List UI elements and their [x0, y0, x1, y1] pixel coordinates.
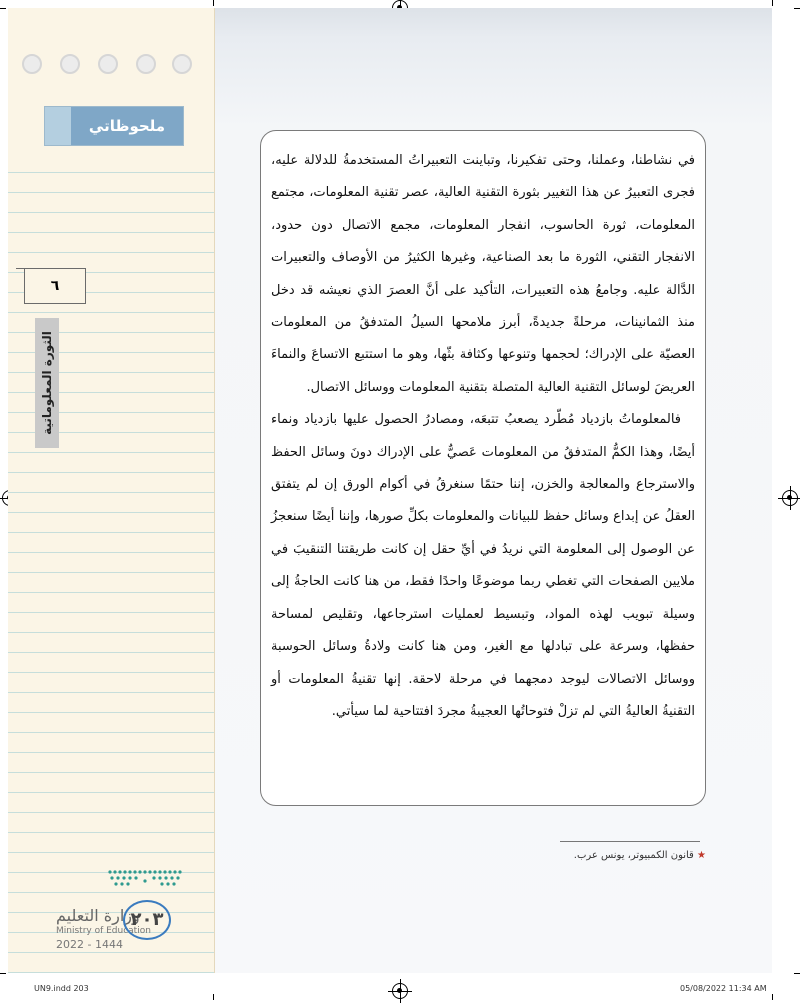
ministry-name-ar: وزارة التعليم: [56, 906, 140, 925]
crop-mark: [794, 8, 800, 9]
crop-mark: [213, 994, 214, 1000]
star-icon: ★: [697, 850, 706, 861]
notes-tab: [44, 106, 184, 146]
binder-hole: [136, 54, 156, 74]
chapter-number: ٦: [24, 268, 86, 304]
footnote: [520, 850, 706, 861]
page-number: ٢٠٣: [130, 909, 164, 930]
binder-hole: [172, 54, 192, 74]
registration-mark: [782, 490, 798, 506]
crop-mark: [213, 0, 214, 6]
paragraph: فالمعلوماتُ بازدياد مُطّرد يصعبُ تتبعَه، ومصادرُ الحصول عليها بازدياد ونماء أيضًا، وهذا الكمُّ المتدفقُ من المعلومات عَصيٌّ على الإدراك دونَ وسائل الحفظ والاسترجاع والمعالجة والخزن، إننا حتمًا سنغرقُ في أكوام الورق إن لم يتفتق العقلُ عن إبداع وسائل حفظ للبيانات والمعلومات بكلِّ صورها، وإننا أيضًا سنعجزُ عن الوصول إلى المعلومة التي نريدُ في أيِّ حقل إن كانت طريقتنا التنقيبَ في ملايين الصفحات التي تغطي ربما موضوعًا واحدًا فقط، من هنا كانت الحاجةُ إلى وسيلة تبويب لهذه المواد، وتبسيط لعمليات استرجاعها، وتقليص لمساحة حفظها، وسرعة على تبادلها مع الغير، ومن هنا كانت ولادةُ وسائل الحوسبة ووسائل الاتصالات ليوجد دمجهما في مرحلة لاحقة. إنها تقنيةُ المعلومات أو التقنيةُ العاليةُ التي لم تزلْ فتوحاتُها العجيبةُ مجردَ افتتاحية لما سيأتي.: [271, 412, 695, 719]
binder-hole: [98, 54, 118, 74]
footnote-rule: [560, 841, 700, 842]
registration-mark: [392, 983, 408, 999]
paragraph: في نشاطنا، وعملنا، وحتى تفكيرنا، وتباينت التعبيراتُ المستخدمةُ للدلالة عليه، فجرى التعبيرُ عن هذا التغيير بثورة التقنية العالية، عصر تقنية المعلومات، مجتمع المعلومات، ثورة الحاسوب، انفجار المعلومات، مجمع الاتصال دون حدود، الانفجار التقني، الثورة ما بعد الصناعية، وغيرها الكثيرُ من الأوصاف والتعبيرات الدَّالة عليه. وجامعُ هذه التعبيرات، التأكيد على أنَّ العصرَ الذي نعيشه قد دخل منذ الثمانينات، مرحلةً جديدةً، أبرز ملامحها السيلُ المتدفقُ من المعلومات العصيّة على الإدراك؛ لحجمها وتنوعها وكثافة بثّها، وهو ما استتبع الاتساعَ والنماءَ العريضَ لوسائل التقنية العالية المتصلة بتقنية المعلومات ووسائل الاتصال.: [271, 153, 695, 395]
text-frame: [260, 130, 706, 806]
notes-label: ملحوظاتي: [71, 107, 183, 145]
ministry-logo-icon: [100, 864, 190, 892]
crop-mark: [772, 994, 773, 1000]
crop-mark: [772, 0, 773, 6]
date-slug: 05/08/2022 11:34 AM: [680, 984, 767, 993]
binder-hole: [22, 54, 42, 74]
file-slug: UN9.indd 203: [34, 984, 89, 993]
ministry-name-en: Ministry of Education: [56, 926, 151, 936]
notes-sidebar: [8, 8, 215, 973]
chapter-title-tab: [35, 318, 59, 448]
crop-mark: [0, 973, 6, 974]
binder-hole: [60, 54, 80, 74]
footnote-text: قانون الكمبيوتر، يونس عرب.: [573, 850, 694, 861]
crop-mark: [0, 8, 6, 9]
chapter-title: الثورة المعلوماتية: [40, 331, 54, 435]
ministry-year: 2022 - 1444: [56, 938, 123, 951]
crop-mark: [794, 973, 800, 974]
body-text: [271, 145, 695, 728]
